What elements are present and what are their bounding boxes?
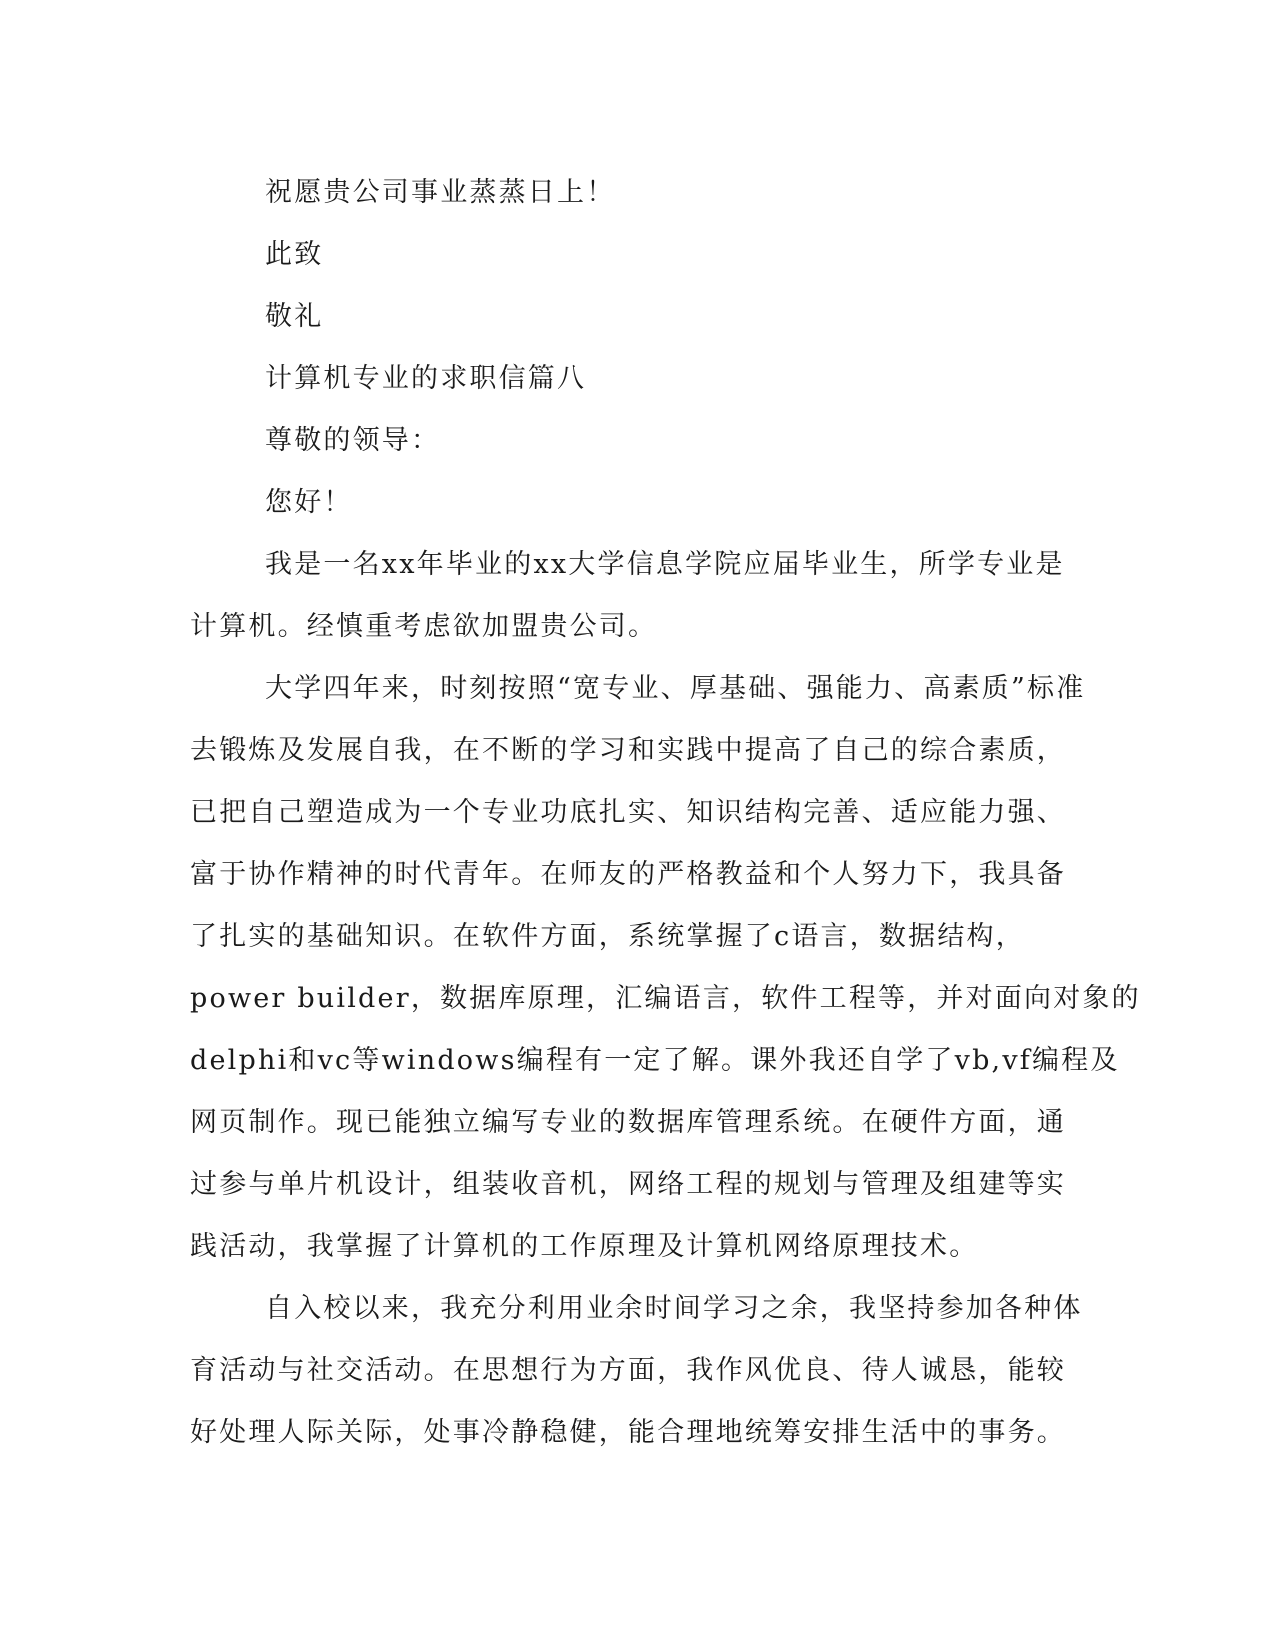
paragraph-line: 去锻炼及发展自我，在不断的学习和实践中提高了自己的综合素质， bbox=[190, 735, 1066, 766]
greeting-addressee: 尊敬的领导： bbox=[265, 425, 441, 456]
closing-wish: 祝愿贵公司事业蒸蒸日上！ bbox=[265, 177, 616, 208]
paragraph-line: 自入校以来，我充分利用业余时间学习之余，我坚持参加各种体 bbox=[265, 1293, 1083, 1324]
section-title: 计算机专业的求职信篇八 bbox=[265, 363, 587, 394]
paragraph-line: 计算机。经慎重考虑欲加盟贵公司。 bbox=[190, 611, 658, 642]
greeting-hello: 您好！ bbox=[265, 487, 353, 518]
paragraph-line: delphi和vc等windows编程有一定了解。课外我还自学了vb,vf编程及 bbox=[190, 1045, 1120, 1076]
paragraph-line: 已把自己塑造成为一个专业功底扎实、知识结构完善、适应能力强、 bbox=[190, 797, 1066, 828]
closing-regards: 敬礼 bbox=[265, 301, 324, 332]
letter-body bbox=[190, 162, 1141, 1464]
closing-salutation: 此致 bbox=[265, 239, 324, 270]
paragraph-line: 我是一名xx年毕业的xx大学信息学院应届毕业生，所学专业是 bbox=[265, 549, 1065, 580]
paragraph-line: 践活动，我掌握了计算机的工作原理及计算机网络原理技术。 bbox=[190, 1231, 979, 1262]
paragraph-line: 网页制作。现已能独立编写专业的数据库管理系统。在硬件方面，通 bbox=[190, 1107, 1066, 1138]
paragraph-line: power builder，数据库原理，汇编语言，软件工程等，并对面向对象的 bbox=[190, 983, 1141, 1014]
paragraph-line: 好处理人际关际，处事冷静稳健，能合理地统筹安排生活中的事务。 bbox=[190, 1417, 1066, 1448]
paragraph-line: 育活动与社交活动。在思想行为方面，我作风优良、待人诚恳，能较 bbox=[190, 1355, 1066, 1386]
paragraph-line: 大学四年来，时刻按照“宽专业、厚基础、强能力、高素质”标准 bbox=[265, 673, 1086, 704]
paragraph-line: 过参与单片机设计，组装收音机，网络工程的规划与管理及组建等实 bbox=[190, 1169, 1066, 1200]
paragraph-line: 富于协作精神的时代青年。在师友的严格教益和个人努力下，我具备 bbox=[190, 859, 1066, 890]
paragraph-line: 了扎实的基础知识。在软件方面，系统掌握了c语言，数据结构， bbox=[190, 921, 1025, 952]
